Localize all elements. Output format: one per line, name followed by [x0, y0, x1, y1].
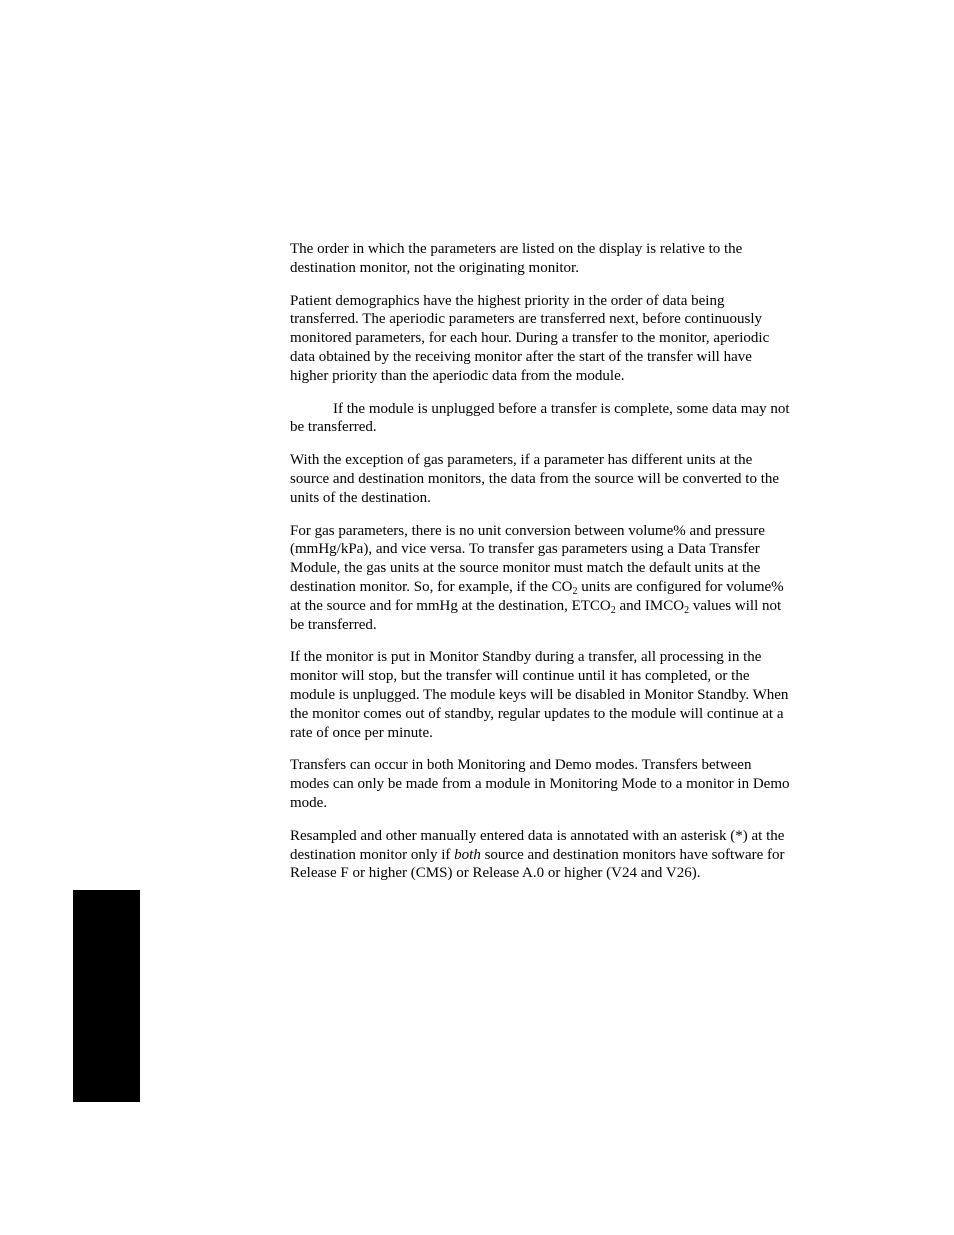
- paragraph-display-order: The order in which the parameters are listed on the display is relative to the destination monitor, not the originating monitor.: [290, 241, 743, 276]
- gas-text-2: units are configured for volume% at the source and for mmHg at the destination, ETCO: [290, 578, 784, 614]
- emphasis-both: both: [454, 846, 481, 863]
- resampled-text-1: Resampled and other manually entered data is annotated with an asterisk (*) at the destination monitor only if: [290, 827, 785, 863]
- paragraph-monitor-standby: If the monitor is put in Monitor Standby during a transfer, all processing in the monitor will stop, but the transfer will continue until it has completed, or the module is unplugged. The module keys will be disabled in Monitor Standby. When the monitor comes out of standby, regular updates to the module will continue at a rate of once per minute.: [290, 649, 789, 741]
- document-body: [290, 240, 790, 897]
- gas-text-3: and IMCO: [615, 597, 685, 614]
- paragraph-gas-parameters: [290, 522, 790, 635]
- imco2-subscript: 2: [684, 604, 690, 616]
- gas-text-4: values will not be transferred.: [290, 597, 782, 633]
- paragraph-unit-conversion: With the exception of gas parameters, if a parameter has different units at the source and destination monitors, the data from the source will be converted to the units of the destination.: [290, 452, 780, 506]
- note-text: If the module is unplugged before a transfer is complete, some data may not be transferred.: [290, 400, 790, 436]
- paragraph-modes: Transfers can occur in both Monitoring and Demo modes. Transfers between modes can only be made from a module in Monitoring Mode to a monitor in Demo mode.: [290, 757, 790, 811]
- paragraph-resampled-data: [290, 827, 790, 883]
- paragraph-transfer-priority: Patient demographics have the highest priority in the order of data being transferred. The aperiodic parameters are transferred next, before continuously monitored parameters, for each hour. During a transfer to the monitor, aperiodic data obtained by the receiving monitor after the start of the transfer will have higher priority than the aperiodic data from the module.: [290, 292, 770, 384]
- resampled-text-2: source and destination monitors have software for Release F or higher (CMS) or Release A.0 or higher (V24 and V26).: [290, 846, 785, 882]
- co2-subscript: 2: [572, 585, 578, 597]
- paragraph-unplug-note: [290, 400, 790, 438]
- chapter-tab-marker: [73, 890, 140, 1102]
- etco2-subscript: 2: [610, 604, 616, 616]
- gas-text-1: For gas parameters, there is no unit conversion between volume% and pressure (mmHg/kPa), and vice versa. To transfer gas parameters using a Data Transfer Module, the gas units at the source monitor must match the default units at the destination monitor. So, for example, if the CO: [290, 522, 765, 595]
